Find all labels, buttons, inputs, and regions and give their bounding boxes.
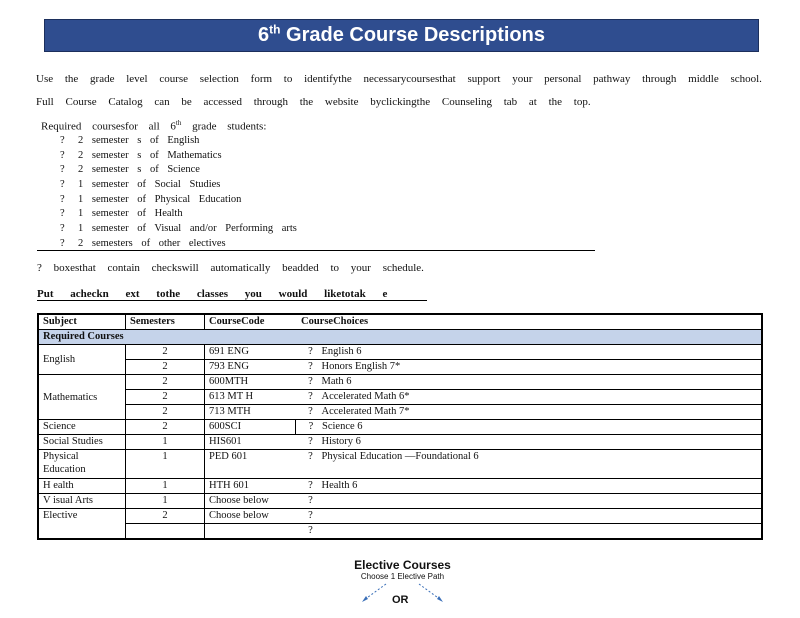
table-row: Science 2 600SCI ? Science 6 xyxy=(38,420,762,435)
checkbox[interactable]: ? xyxy=(308,406,313,417)
list-item: ? 1 semester of Visual and/or Performing arts xyxy=(60,222,297,237)
bullet-icon: ? xyxy=(60,208,65,220)
intro-line-1: Use the grade level course selection form to identifythe necessarycoursesthat support your personal pathway through middle school. xyxy=(36,73,762,85)
subject-mathematics: Mathematics xyxy=(38,375,126,420)
header-semesters: Semesters xyxy=(126,314,205,330)
subject-elective: Elective xyxy=(38,509,126,540)
table-row: Social Studies 1 HIS601 ? History 6 xyxy=(38,435,762,450)
table-row: 2 613 MT H ? Accelerated Math 6* xyxy=(38,390,762,405)
required-heading: Required coursesfor all 6th grade students: xyxy=(41,119,267,133)
arrow-down-right-icon xyxy=(415,582,445,604)
subject-health: H ealth xyxy=(38,479,126,494)
list-item: ? 2 semesters of other electives xyxy=(60,237,297,252)
bullet-icon: ? xyxy=(60,149,65,161)
list-item: ? 2 semester s of Science xyxy=(60,163,297,178)
checkbox[interactable]: ? xyxy=(308,376,313,387)
table-row xyxy=(38,524,762,540)
bullet-icon: ? xyxy=(60,135,65,146)
table-row: Mathematics 2 600MTH ? Math 6 xyxy=(38,375,762,390)
instruction-note: Put acheckn ext tothe classes you would liketotak e xyxy=(37,288,427,301)
elective-subtitle: Choose 1 Elective Path xyxy=(360,572,445,581)
required-courses-label: Required Courses xyxy=(38,330,762,345)
header-code-choices: CourseCode CourseChoices xyxy=(205,314,763,330)
bullet-icon: ? xyxy=(60,179,65,191)
checks-note: ? boxesthat contain checkswill automatically beadded to your schedule. xyxy=(37,262,424,274)
table-row: V isual Arts 1 Choose below ? xyxy=(38,494,762,509)
or-label: OR xyxy=(392,594,409,606)
header-subject: Subject xyxy=(38,314,126,330)
table-row: Elective 2 Choose below ? xyxy=(38,509,762,524)
subject-social-studies: Social Studies xyxy=(38,435,126,450)
subject-english: English xyxy=(38,345,126,375)
bullet-icon: ? xyxy=(60,193,65,205)
checkbox[interactable]: ? xyxy=(308,480,313,491)
bullet-icon: ? xyxy=(60,223,65,235)
divider xyxy=(37,250,595,251)
page-title: 6th Grade Course Descriptions xyxy=(44,19,759,52)
subject-science: Science xyxy=(38,420,126,435)
list-item: ? 1 semester of Physical Education xyxy=(60,193,297,208)
required-section-row xyxy=(38,330,762,345)
checkbox[interactable]: ? xyxy=(308,346,313,357)
checkbox[interactable]: ? xyxy=(308,495,313,506)
table-row: Physical Education 1 PED 601 ? Physical Education —Foundational 6 xyxy=(38,450,762,479)
required-list xyxy=(60,134,297,252)
checkbox[interactable]: ? xyxy=(308,421,314,432)
elective-courses-heading xyxy=(345,558,460,581)
table-row: 2 713 MTH ? Accelerated Math 7* xyxy=(38,405,762,420)
checkbox[interactable]: ? xyxy=(308,451,313,462)
table-row: 2 793 ENG ? Honors English 7* xyxy=(38,360,762,375)
arrow-down-left-icon xyxy=(360,582,390,604)
subject-physical-education: Physical Education xyxy=(38,450,126,479)
intro-line-2: Full Course Catalog can be accessed through the website byclickingthe Counseling tab at the top. xyxy=(36,96,591,108)
table-row: English 2 691 ENG ? English 6 xyxy=(38,345,762,360)
bullet-icon: ? xyxy=(60,237,65,249)
list-item: ? 1 semester of Health xyxy=(60,207,297,222)
elective-title: Elective Courses xyxy=(354,558,451,572)
list-item: ? 2 semester s of English xyxy=(60,134,297,149)
table-row: H ealth 1 HTH 601 ? Health 6 xyxy=(38,479,762,494)
subject-visual-arts: V isual Arts xyxy=(38,494,126,509)
table-header-row xyxy=(38,314,762,330)
checkbox[interactable]: ? xyxy=(308,436,313,447)
list-item: ? 1 semester of Social Studies xyxy=(60,178,297,193)
checkbox[interactable]: ? xyxy=(308,525,313,536)
checkbox[interactable]: ? xyxy=(308,361,313,372)
list-item: ? 2 semester s of Mathematics xyxy=(60,149,297,164)
bullet-icon: ? xyxy=(60,164,65,176)
course-table xyxy=(37,313,763,540)
checkbox[interactable]: ? xyxy=(308,510,313,521)
checkbox[interactable]: ? xyxy=(308,391,313,402)
